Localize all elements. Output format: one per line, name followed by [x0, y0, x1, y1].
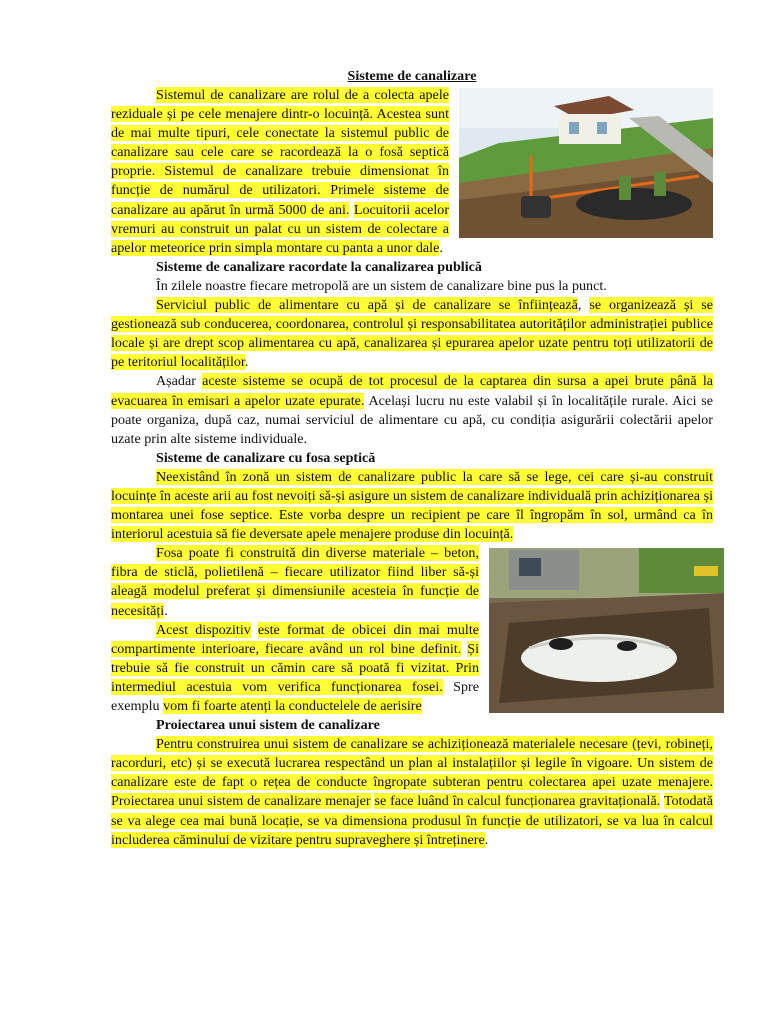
text-run: Sistemul de canalizare are rolul de a colecta apele reziduale și pe cele menajere dintr-o locuință. Acestea sunt de mai multe tipuri, cele conectate la sistemul public de canalizare sau cele care se racordează la o fosă septică proprie. Sistemul de canalizare trebuie dimensionat în funcție de numărul de utilizatori. Primele sisteme de canalizare au apărut în urmă 5000 de ani. [111, 87, 449, 218]
text-run: Totodată se va alege cea mai bună locație, se va dimensiona produsul în funcție de utilizatori, se va lua în calcul includerea căminului de vizitare pentru supraveghere și întreținere [111, 793, 713, 848]
paragraph-septic-need [111, 468, 713, 544]
text-run: , [577, 297, 590, 314]
text-run: . [484, 831, 489, 848]
text-run: este format de obicei din mai multe compartimente interioare, fiecare având un rol bine definit. [111, 621, 479, 657]
document-page [111, 66, 713, 850]
text-run: În zilele noastre fiecare metropolă are un sistem de canalizare bine pus la punct. [156, 277, 607, 294]
text-run: aceste sisteme se ocupă de tot procesul de la captarea din sursa a apei brute până la evacuarea în emisari a apelor uzate epurate. [111, 373, 714, 409]
septic-system-illustration [459, 88, 713, 238]
text-run: Spre exemplu [111, 678, 479, 714]
paragraph-process [111, 372, 713, 448]
text-run: . [244, 354, 249, 371]
text-run: se face luând în calcul funcționarea gravitațională. [374, 793, 661, 810]
text-run: Locuitorii acelor vremuri au construit un palat cu un sistem de colectare a apelor meteorice prin simpla montare cu panta a unor dale [111, 201, 450, 256]
heading-design: Proiectarea unui sistem de canalizare [156, 717, 380, 734]
septic-tank-photo [489, 548, 724, 713]
text-run: Așadar [156, 373, 203, 390]
text-run: Și trebuie să fie construit un cămin care să poată fi vizitat. Prin intermediul acestuia vom verifica funcționarea fosei. [111, 640, 479, 695]
text-run: Neexistând în zonă un sistem de canalizare public la care să se lege, cei care și-au construit locuințe în aceste arii au fost nevoiți să-și asigure un sistem de canalizare individuală prin achiziționarea și montarea unei fose septice. Este vorba despre un recipient pe care îl îngropăm în sol, urmând ca în interiorul acestuia să fie deversate apele menajere produse din locuință. [111, 468, 713, 543]
text-run: Acest dispozitiv [156, 621, 251, 638]
paragraph-metropolis [111, 277, 713, 296]
heading-public-sewer: Sisteme de canalizare racordate la canalizarea publică [156, 258, 482, 275]
text-run [251, 622, 258, 638]
text-run: . [439, 239, 443, 256]
text-run: vom fi foarte atenți la conductelele de aerisire [163, 698, 422, 714]
text-run: Fosa poate fi construită din diverse materiale – beton, fibra de sticlă, polietilenă – fiecare utilizator fiind liber să-și aleagă modelul preferat și dimensiunile acesteia în funcție de necesități [111, 545, 479, 619]
text-run: se organizează și se gestionează sub conducerea, coordonarea, controlul și responsabilitatea autorităților administrației publice locale și are drept scop alimentarea cu apă, canalizarea și epurarea apelor uzate pentru toți utilizatorii de pe teritoriul localităților [111, 297, 713, 371]
paragraph-design [111, 735, 713, 850]
document-title: Sisteme de canalizare [347, 68, 477, 84]
text-run: Serviciul public de alimentare cu apă și de canalizare se înființează [156, 297, 578, 314]
paragraph-public-service [111, 296, 713, 372]
heading-septic-tank: Sisteme de canalizare cu fosa septică [156, 449, 376, 466]
text-run: . [164, 602, 168, 619]
text-run: Pentru construirea unui sistem de canalizare se achiziționează materialele necesare (țevi, robineți, racorduri, etc) și se execută lucrarea respectând un plan al instalațiilor și legile în vigoare. Un sistem de canalizare este de fapt o rețea de conducte îngropate subteran pentru colectarea apei uzate menajere. Proiectarea unui sistem de canalizare menajer [111, 736, 713, 810]
text-run: Același lucru nu este valabil și în localitățile rurale. Aici se poate organiza, după caz, numai serviciul de alimentare cu apă, cu condiția asigurării colectării apelor uzate prin alte sisteme individuale. [111, 392, 713, 447]
